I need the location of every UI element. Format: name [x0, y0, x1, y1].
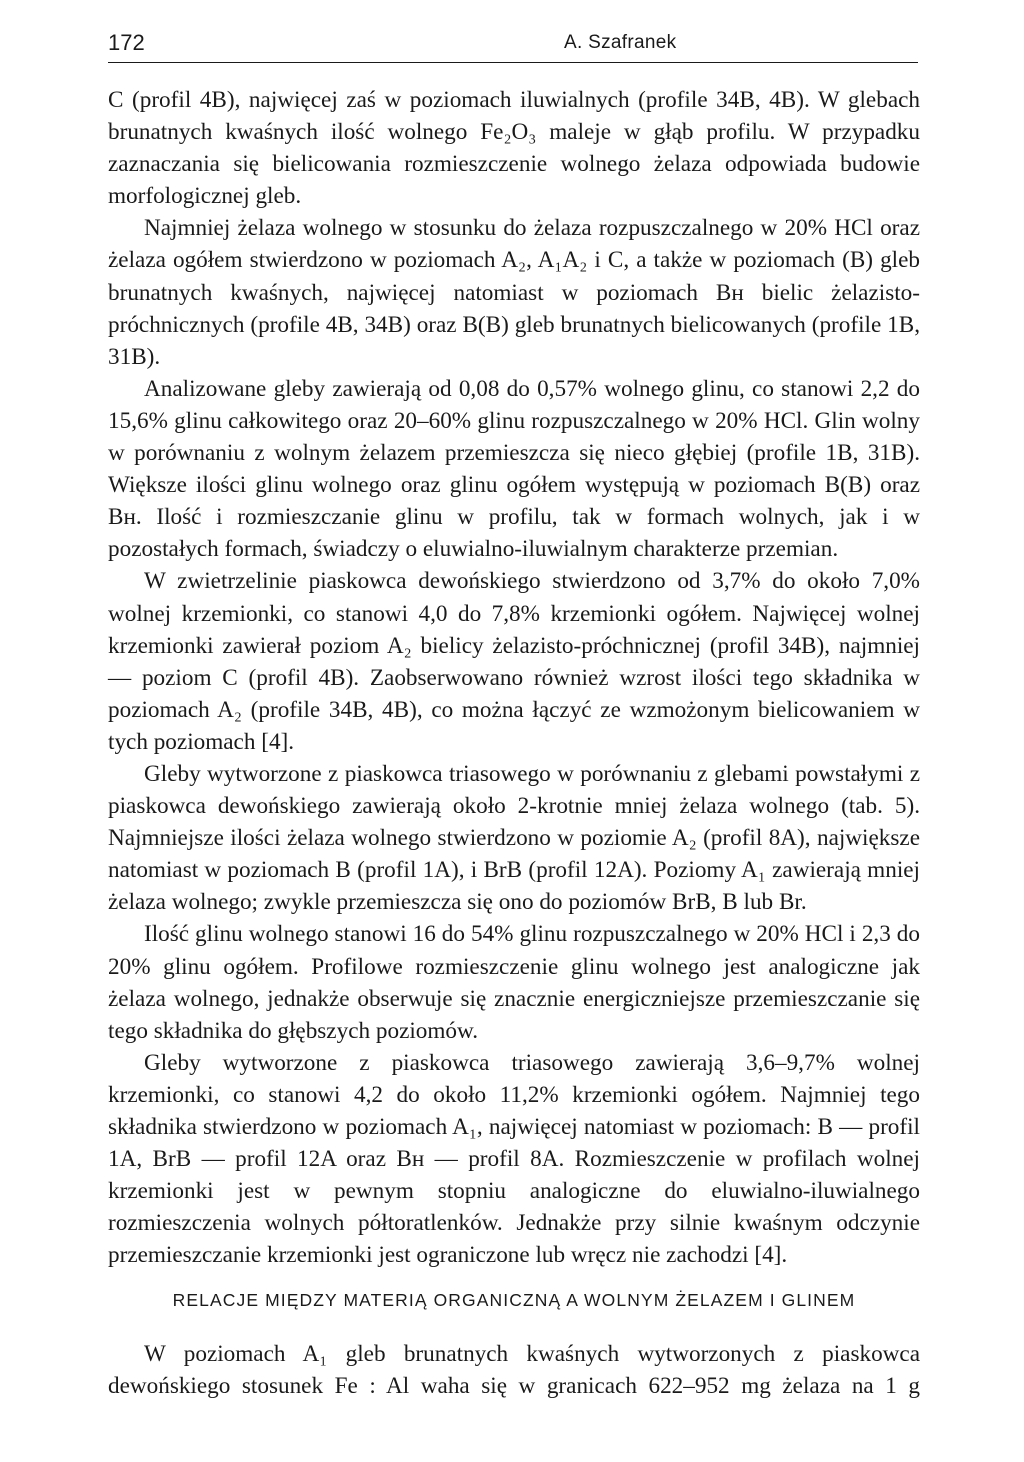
page-header	[108, 30, 918, 63]
paragraph-triassic-aluminium: Ilość glinu wolnego stanowi 16 do 54% glinu rozpuszczalnego w 20% HCl i 2,3 do 20% glinu ogółem. Profilowe rozmieszczenie glinu wolnego jest analogiczne jak żelaza wolnego, jednakże obserwuje się znacznie energiczniejsze przemieszczanie się tego składnika do głębszych poziomów.	[108, 921, 920, 1044]
body-text	[108, 84, 920, 1271]
section-text	[108, 1338, 920, 1402]
paragraph-triassic-silica: Gleby wytworzone z piaskowca triasowego zawierają 3,6–9,7% wolnej krzemionki, co stanowi 4,2 do około 11,2% krzemionki ogółem. Najmniej tego składnika stwierdzono w poziomach A₁, najwięcej natomiast w poziomach: B — profil 1A, BrB — profil 12A oraz Bʜ — profil 8A. Rozmieszczenie w profilach wolnej krzemionki jest w pewnym stopniu analogiczne do eluwialno-iluwialnego rozmieszczenia wolnych półtoratlenków. Jednakże przy silnie kwaśnym odczynie przemieszczanie krzemionki jest ograniczone lub wręcz nie zachodzi [4].	[108, 1049, 920, 1269]
paragraph-silica-devonian: W zwietrzelinie piaskowca dewońskiego stwierdzono od 3,7% do około 7,0% wolnej krzemionki, co stanowi 4,0 do 7,8% krzemionki ogółem. Najwięcej wolnej krzemionki zawierał poziom A₂ bielicy żelazisto-próchnicznej (profil 34B), najmniej — poziom C (profil 4B). Zaobserwowano również wzrost ilości tego składnika w poziomach A₂ (profile 34B, 4B), co można łączyć ze wzmożonym bielicowaniem w tych poziomach [4].	[108, 568, 920, 755]
page-number: 172	[108, 30, 145, 55]
running-head-author: A. Szafranek	[564, 32, 677, 53]
section-paragraph: W poziomach A₁ gleb brunatnych kwaśnych wytworzonych z piaskowca dewońskiego stosunek Fe : Al waha się w granicach 622–952 mg żelaza na 1 g	[108, 1341, 920, 1400]
paragraph-aluminium: Analizowane gleby zawierają od 0,08 do 0,57% wolnego glinu, co stanowi 2,2 do 15,6% glinu całkowitego oraz 20–60% glinu rozpuszczalnego w 20% HCl. Glin wolny w porównaniu z wolnym żelazem przemieszcza się nieco głębiej (profile 1B, 31B). Większe ilości glinu wolnego oraz glinu ogółem występują w poziomach B(B) oraz Bʜ. Ilość i rozmieszczanie glinu w profilu, tak w formach wolnych, jak i w pozostałych formach, świadczy o eluwialno-iluwialnym charakterze przemian.	[108, 375, 920, 563]
paragraph-iron-distribution: Najmniej żelaza wolnego w stosunku do żelaza rozpuszczalnego w 20% HCl oraz żelaza ogółem stwierdzono w poziomach A₂, A₁A₂ i C, a także w poziomach (B) gleb brunatnych kwaśnych, najwięcej natomiast w poziomach Bʜ bielic żelazisto-próchnicznych (profile 4B, 34B) oraz B(B) gleb brunatnych bielicowanych (profile 1B, 31B).	[108, 215, 920, 370]
paragraph-triassic-iron: Gleby wytworzone z piaskowca triasowego w porównaniu z glebami powstałymi z piaskowca dewońskiego zawierają około 2-krotnie mniej żelaza wolnego (tab. 5). Najmniejsze ilości żelaza wolnego stwierdzono w poziomie A₂ (profil 8A), największe natomiast w poziomach B (profil 1A), i BrB (profil 12A). Poziomy A₁ zawierają mniej żelaza wolnego; zwykle przemieszcza się ono do poziomów BrB, B lub Br.	[108, 760, 920, 916]
paragraph-continuation: C (profil 4B), najwięcej zaś w poziomach iluwialnych (profile 34B, 4B). W glebach brunatnych kwaśnych ilość wolnego Fe₂O₃ maleje w głąb profilu. W przypadku zaznaczania się bielicowania rozmieszczenie wolnego żelaza odpowiada budowie morfologicznej gleb.	[108, 87, 920, 210]
section-heading: RELACJE MIĘDZY MATERIĄ ORGANICZNĄ A WOLNYM ŻELAZEM I GLINEM	[172, 1290, 856, 1310]
